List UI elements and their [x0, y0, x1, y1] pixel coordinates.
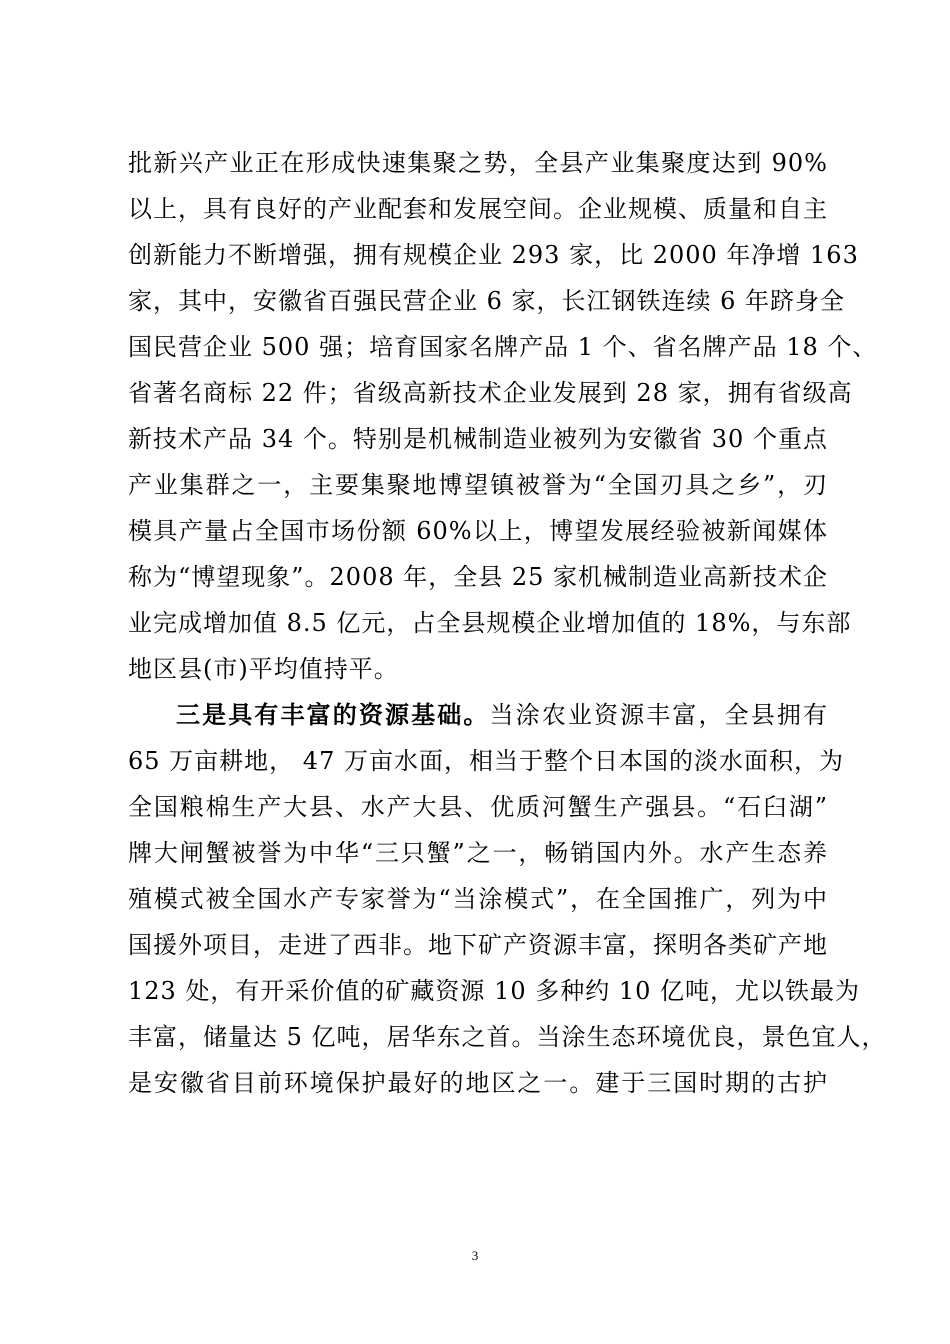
text-line: 模具产量占全国市场份额 60%以上，博望发展经验被新闻媒体: [128, 517, 828, 545]
text-line: 全国粮棉生产大县、水产大县、优质河蟹生产强县。“石臼湖”: [128, 793, 828, 821]
text-line: 业完成增加值 8.5 亿元，占全县规模企业增加值的 18%，与东部: [128, 609, 852, 637]
text-line: 以上，具有良好的产业配套和发展空间。企业规模、质量和自主: [128, 195, 828, 223]
text-line-last: 地区县(市)平均值持平。: [128, 655, 399, 683]
text-line: 殖模式被全国水产专家誉为“当涂模式”，在全国推广，列为中: [128, 885, 828, 913]
text-line: 批新兴产业正在形成快速集聚之势，全县产业集聚度达到 90%: [128, 149, 828, 177]
text-line: 65 万亩耕地， 47 万亩水面，相当于整个日本国的淡水面积，为: [128, 747, 844, 775]
paragraph-industry: [128, 140, 878, 692]
text-line: 称为“博望现象”。2008 年，全县 25 家机械制造业高新技术企: [128, 563, 829, 591]
text-line: 丰富，储量达 5 亿吨，居华东之首。当涂生态环境优良，景色宜人，: [128, 1023, 887, 1051]
first-line-text: 当涂农业资源丰富，全县拥有: [489, 701, 828, 729]
text-line: 国援外项目，走进了西非。地下矿产资源丰富，探明各类矿产地: [128, 931, 828, 959]
text-line: 是安徽省目前环境保护最好的地区之一。建于三国时期的古护: [128, 1069, 828, 1097]
body-text: [128, 140, 887, 1106]
text-line: 创新能力不断增强，拥有规模企业 293 家，比 2000 年净增 163: [128, 241, 859, 269]
text-line: 牌大闸蟹被誉为中华“三只蟹”之一，畅销国内外。水产生态养: [128, 839, 828, 867]
page-number: 3: [471, 1248, 479, 1263]
section-heading: 三是具有丰富的资源基础。: [176, 700, 490, 729]
text-line: 省著名商标 22 件；省级高新技术企业发展到 28 家，拥有省级高: [128, 379, 853, 407]
paragraph-first-line: [128, 692, 828, 738]
text-line: 新技术产品 34 个。特别是机械制造业被列为安徽省 30 个重点: [128, 425, 828, 453]
paragraph-resources: [128, 692, 887, 1106]
text-line: 家，其中，安徽省百强民营企业 6 家，长江钢铁连续 6 年跻身全: [128, 287, 846, 315]
text-line: 国民营企业 500 强；培育国家名牌产品 1 个、省名牌产品 18 个、: [128, 333, 878, 361]
text-line: 产业集群之一，主要集聚地博望镇被誉为“全国刃具之乡”，刃: [128, 471, 828, 499]
text-line: 123 处，有开采价值的矿藏资源 10 多种约 10 亿吨，尤以铁最为: [128, 977, 861, 1005]
